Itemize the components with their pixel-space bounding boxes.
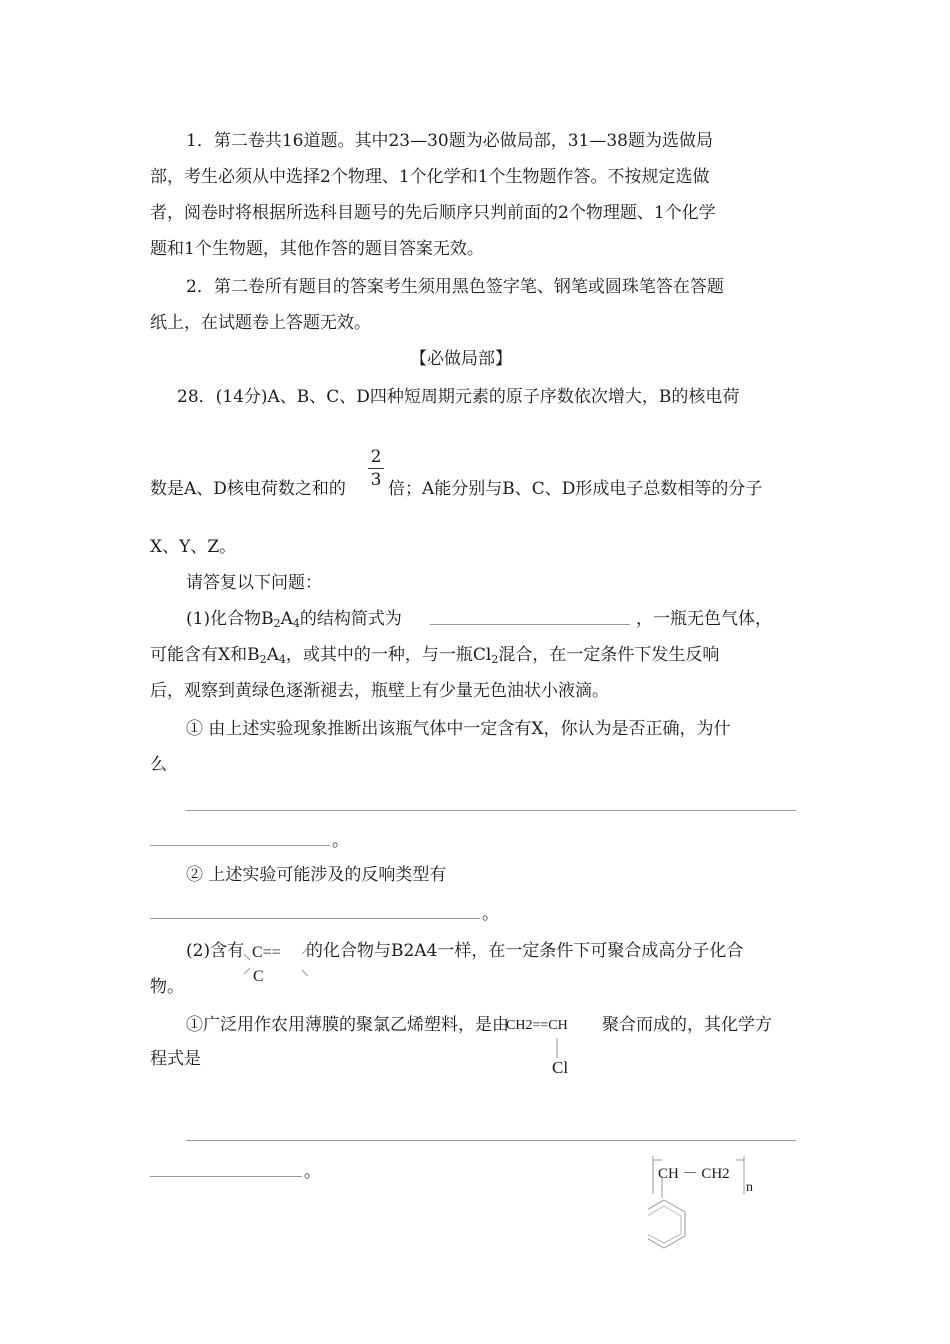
cc-double-bond-top: C== [252,944,281,961]
answer-blank-reaction-type[interactable] [150,918,480,919]
q1-line-3: 后，观察到黄绿色逐渐褪去，瓶壁上有少量无色油状小液滴。 [150,681,609,701]
answer-blank-reason-2[interactable] [150,845,330,846]
answer-blank-reason-1[interactable] [186,810,796,811]
fraction-two-thirds [366,448,386,489]
fraction-numerator: 2 [370,447,382,467]
instruction-1-line-2: 部，考生必须从中选择2个物理、1个化学和1个生物题作答。不按规定选做 [150,167,710,187]
answer-blank-equation-1[interactable] [186,1140,796,1141]
q1-line-1: (1)化合物$B_2A_4$的结构简式为 [186,609,402,630]
q2-line-1a: (2)含有 [186,941,245,961]
polystyrene-n: n [746,1180,753,1195]
question-28-line-2a: 数是A、D核电荷数之和的 [150,479,346,499]
q1-line-2: 可能含有X和$B_2A_4$，或其中的一种，与一瓶$Cl_2$混合，在一定条件下发生反响 [150,645,720,666]
q2-sub1-line-1a: ①广泛用作农用薄膜的聚氯乙烯塑料，是由 [186,1015,509,1035]
q2-line-1b: 的化合物与B2A4一样，在一定条件下可聚合成高分子化合 [306,941,744,961]
q2-sub1-end: 。 [304,1162,321,1182]
q1-sub2-end: 。 [482,904,499,924]
q2-sub1-line-1b: 聚合而成的，其化学方 [602,1015,772,1035]
vinyl-chloride-bond [552,1036,562,1060]
vinyl-chloride-chain: CH2==CH [506,1018,568,1033]
section-title: 【必做局部】 [410,349,512,369]
answer-blank-equation-2[interactable] [150,1176,302,1177]
q1-sub1-line-1: ① 由上述实验现象推断出该瓶气体中一定含有X，你认为是否正确，为什 [186,719,731,739]
q1-line-1-end: ，一瓶无色气体， [636,609,772,629]
cc-double-bond-bottom: C [253,968,264,985]
q1-sub2-line-1: ② 上述实验可能涉及的反响类型有 [186,865,447,885]
q1-sub1-line-2: 么 [150,755,167,775]
question-28-line-2b: 倍；A能分别与B、C、D形成电子总数相等的分子 [388,479,763,499]
q2-line-2: 物。 [150,977,184,997]
instruction-1-line-1: 1．第二卷共16道题。其中23—30题为必做局部，31—38题为选做局 [186,131,713,151]
vinyl-chloride-cl: Cl [552,1058,569,1077]
fraction-denominator: 3 [370,470,382,490]
question-28-line-1: 28．(14分)A、B、C、D四种短周期元素的原子序数依次增大，B的核电荷 [177,387,740,407]
instruction-2-line-1: 2．第二卷所有题目的答案考生须用黑色签字笔、钢笔或圆珠笔答在答题 [186,277,724,297]
answer-blank-structure[interactable] [430,624,630,625]
instruction-2-line-2: 纸上，在试题卷上答题无效。 [150,313,371,333]
polystyrene-chain: CH － CH2 [658,1166,730,1182]
instruction-1-line-3: 者，阅卷时将根据所选科目题号的先后顺序只判前面的2个物理题、1个化学 [150,203,716,223]
q2-sub1-line-2: 程式是 [150,1049,201,1069]
q1-sub1-end: 。 [332,831,349,851]
answer-prompt: 请答复以下问题： [186,573,322,593]
question-28-line-3: X、Y、Z。 [150,537,237,557]
instruction-1-line-4: 题和1个生物题，其他作答的题目答案无效。 [150,239,484,259]
